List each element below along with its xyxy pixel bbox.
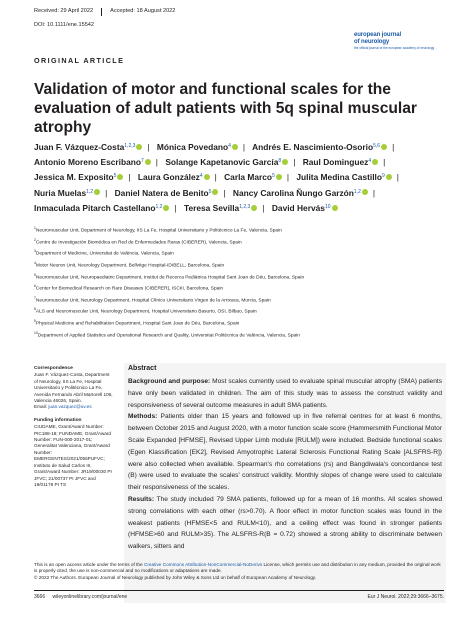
license-notice (34, 562, 444, 581)
orcid-icon[interactable] (212, 189, 218, 195)
abstract-heading: Abstract (128, 365, 157, 372)
affiliation-number: 3 (34, 249, 36, 254)
author-separator: | (372, 187, 376, 198)
copyright-notice: © 2022 The Authors. European Journal of Neurology published by John Wiley & Sons Ltd on behalf of European Academy of Neurology. (34, 574, 317, 580)
abstract-section-text: Most scales currently used to evaluate spinal muscular atrophy (SMA) patients have only been validated in children. The aim of this study was to assess the construct validity and responsiveness of several outcome measures in adult SMA patients. (128, 378, 443, 409)
affiliation-text: Department of Applied Statistics and Operational Research and Quality, Universitat Politècnica de València, Valencia, Spain (37, 333, 300, 339)
abstract-paragraph (128, 494, 442, 553)
orcid-icon[interactable] (204, 174, 210, 180)
orcid-icon[interactable] (136, 144, 142, 150)
author-affiliation-ref[interactable]: 5 (113, 173, 117, 180)
affiliation-number: 10 (34, 330, 38, 335)
author-name[interactable] (34, 142, 142, 152)
affiliation-item (34, 236, 454, 248)
author-name-text: Laura González (137, 172, 200, 183)
accepted-date: Accepted: 18 August 2022 (110, 8, 176, 14)
orcid-icon[interactable] (145, 159, 151, 165)
orcid-icon[interactable] (117, 174, 123, 180)
author-separator: | (128, 172, 131, 183)
author-name-text: David Hervás (271, 202, 325, 213)
author-separator: | (105, 187, 108, 198)
abstract-section-label: Methods: (128, 413, 158, 421)
author-affiliation-ref[interactable]: 1,2 (155, 203, 163, 210)
affiliation-item (34, 247, 454, 259)
funding-block (34, 418, 114, 488)
orcid-icon[interactable] (362, 189, 368, 195)
author-name-text: Carla Marco (224, 172, 273, 183)
author-affiliation-ref[interactable]: 5 (272, 173, 275, 180)
orcid-icon[interactable] (94, 189, 100, 195)
author-separator: | (155, 157, 158, 168)
author-name[interactable] (233, 188, 368, 198)
affiliation-item (34, 282, 454, 294)
correspondence-email-line (34, 404, 114, 410)
citation: Eur J Neurol. 2022;29:3666–3675. (367, 594, 444, 600)
author-separator: | (242, 142, 246, 152)
email-label: Email: (34, 404, 49, 410)
abstract-body (128, 376, 442, 553)
affiliation-text: Physical Medicine and Rehabilitation Department, Hospital Sant Joan de Déu, Barcelona, Spain (35, 321, 240, 327)
author-separator: | (147, 142, 150, 152)
author-affiliation-ref[interactable]: 1,2,3 (239, 203, 251, 210)
author-list (34, 140, 444, 216)
affiliation-number: 7 (34, 295, 36, 300)
author-name[interactable] (303, 157, 378, 167)
license-text-after: License, which permits use and distribution in any medium, provided the original work is properly cited, the use is non-commercial and no modifications or adaptations are made. (34, 562, 441, 574)
abstract-section-text: Patients older than 15 years and followed up in five referral centres for at least 6 months, between October 2015 and August 2020, with a motor function scale score (Hammersmith Functional Motor Scale Expanded [HFMSE], Revised Upper Limb module [RULM]) were included. Bedside functional scales (Egen Klassification [EK2], Revised Amyotrophic Lateral Sclerosis Functional Rating Scale [ALSFRS-R]) were also collected when available. Spearman's rho correlations (rs) and Bangdiwala's concordance test (B) were used to evaluate the scales' construct validity. Monthly slopes of change were used to calculate their responsiveness of the scales. (128, 413, 442, 492)
author-name-text: Inmaculada Pitarch Castellano (34, 202, 156, 213)
author-name-text: Teresa Sevilla (183, 202, 240, 213)
date-separator (101, 8, 102, 16)
affiliation-item (34, 259, 454, 271)
author-name[interactable] (34, 157, 151, 167)
author-name-text: Daniel Natera de Benito (114, 187, 209, 198)
page-number: 3666 (34, 594, 46, 600)
orcid-icon[interactable] (332, 205, 338, 211)
orcid-icon[interactable] (386, 174, 392, 180)
orcid-icon[interactable] (276, 174, 282, 180)
journal-name-line1: european journal (354, 32, 402, 38)
author-name-text: Solange Kapetanovic García (165, 157, 279, 168)
author-separator: | (286, 172, 290, 183)
author-name[interactable] (34, 172, 123, 182)
abstract-section-label: Results: (128, 495, 155, 503)
correspondence-heading: Correspondence (34, 366, 73, 371)
article-title: Validation of motor and functional scales for the evaluation of adult patients with 5q spinal muscular atrophy (34, 81, 417, 136)
author-name[interactable] (224, 172, 282, 182)
author-affiliation-ref[interactable]: 10 (324, 203, 331, 210)
affiliation-text: Neuromuscular Unit, Neurology Department, Hospital Clínico Universitario Virgen de la Arrixaca, Murcia, Spain (35, 298, 271, 304)
affiliation-list (34, 224, 454, 340)
author-affiliation-ref[interactable]: 4 (199, 173, 203, 180)
author-name[interactable] (296, 172, 391, 182)
journal-name-line2: of neurology (354, 38, 390, 45)
affiliation-number: 6 (34, 284, 36, 289)
orcid-icon[interactable] (372, 159, 378, 165)
author-name[interactable] (165, 157, 288, 167)
doi-link[interactable]: DOI: 10.1111/ene.15542 (34, 22, 95, 28)
author-name[interactable] (157, 142, 238, 152)
received-date: Received: 29 April 2022 (34, 8, 94, 14)
affiliation-text: Center for Biomedical Research on Rare Diseases (CIBERER), ISCIII, Barcelona, Spain (35, 286, 224, 292)
author-name[interactable] (252, 142, 387, 152)
correspondence-block (34, 366, 114, 411)
author-separator: | (174, 202, 177, 213)
sidebar-info (34, 366, 114, 495)
affiliation-number: 5 (34, 272, 36, 277)
author-affiliation-ref[interactable]: 5 (208, 188, 212, 195)
affiliation-number: 8 (34, 307, 36, 312)
affiliation-text: Neuromuscular Unit, Department of Neurology, IIS La Fe, Hospital Universitario y Politécnico La Fe, Valencia, Spain (35, 228, 282, 234)
author-name-text: Antonio Moreno Escribano (34, 157, 142, 168)
author-name-text: Andrés E. Nascimiento-Osorio (252, 142, 374, 152)
affiliation-number: 4 (34, 260, 36, 265)
orcid-icon[interactable] (381, 144, 387, 150)
orcid-icon[interactable] (163, 205, 169, 211)
funding-heading: Funding information (34, 417, 82, 423)
footer-rule (34, 590, 444, 591)
abstract-paragraph (128, 376, 442, 411)
author-affiliation-ref[interactable]: 1,2 (353, 188, 361, 195)
author-affiliation-ref[interactable]: 4 (368, 158, 372, 165)
affiliation-number: 2 (34, 237, 36, 242)
author-separator: | (293, 157, 296, 168)
journal-url[interactable]: wileyonlinelibrary.com/journal/ene (52, 594, 128, 600)
license-text-before: This is an open access article under the terms of the (34, 562, 144, 567)
author-name-text: Julita Medina Castillo (296, 172, 382, 183)
abstract-section-text: The study included 79 SMA patients, followed up for a mean of 16 months. All scales showed strong correlations with each other (rs>0.70). A floor effect in motor function scales was found in the weakest patients (HFMSE<5 and RULM<10), and a ceiling effect was found in stronger patients (HFMSE>60 and RULM>35). The ALSFRS-R(B = 0.72) showed a strong ability to discriminate between walkers, sitters and (128, 495, 442, 551)
author-name[interactable] (138, 172, 210, 182)
author-separator: | (214, 172, 217, 183)
affiliation-text: Neuromuscular Unit, Neuropaediatric Department, Institut de Recerca Pediàtrica Hospital Sant Joan de Déu, Barcelona, Spain (35, 275, 305, 281)
author-separator: | (396, 172, 399, 183)
author-separator: | (383, 157, 386, 168)
author-affiliation-ref[interactable]: 4 (228, 143, 231, 149)
affiliation-number: 1 (34, 226, 36, 230)
affiliation-item (34, 329, 454, 341)
abstract-section-label: Background and purpose: (128, 378, 211, 385)
email-link[interactable]: juan.vazquez@uv.es (48, 404, 92, 410)
author-name-text: Nancy Carolina Ñungo Garzón (232, 187, 354, 198)
author-name[interactable] (272, 203, 338, 213)
correspondence-text: Juan F. Vázquez-Costa, Department of Neurology, IIS La Fe, Hospital Universitario y Politécnico La Fe, Avenida Fernando Abril Martorell 106, Valencia 46026, Spain. (34, 372, 113, 404)
funding-text: CIUDAME, Grant/Award Number: PIC188-18; FUNDAME, Grant/Award Number: FUN-000-2017-01; Generalitat Valenciana, Grant/Award Number: EMERGENTES/2021/055PUFVC; Instituto de Salud Carlos III, Grant/Award Number: JR19/00030 PI JFVC; 21/00737 PI JFVC and 19/01178 PI TS (34, 424, 112, 487)
footer-left (34, 594, 133, 600)
author-affiliation-ref[interactable]: 7 (141, 158, 144, 165)
orcid-icon[interactable] (251, 205, 257, 211)
author-name-text: Juan F. Vázquez-Costa (34, 142, 125, 152)
license-link[interactable]: Creative Commons Attribution-NonCommercial-NoDerivs (143, 562, 263, 567)
author-name[interactable] (34, 188, 100, 198)
author-name-text: Nuria Muelas (34, 187, 87, 198)
orcid-icon[interactable] (232, 144, 238, 150)
affiliation-text: Motor Neuron Unit, Neurology Department, Bellvitge Hospital-IDIBELL, Barcelona, Spain (35, 263, 225, 269)
journal-tagline: the official journal of the european academy of neurology (354, 46, 435, 50)
author-name-text: Raul Dominguez (302, 157, 369, 168)
journal-logo[interactable] (354, 32, 440, 50)
author-name[interactable] (115, 188, 219, 198)
author-affiliation-ref[interactable]: 1,2 (86, 188, 94, 195)
affiliation-number: 9 (34, 319, 36, 324)
author-affiliation-ref[interactable]: 1,2,3 (124, 143, 136, 149)
author-name[interactable] (184, 203, 257, 213)
abstract-paragraph (128, 411, 442, 494)
affiliation-item (34, 305, 454, 317)
author-affiliation-ref[interactable]: 5,6 (373, 143, 381, 149)
author-name-text: Jessica M. Exposito (34, 172, 114, 183)
author-affiliation-ref[interactable]: 9 (382, 173, 385, 180)
affiliation-text: Department of Medicine, Universitat de València, Valencia, Spain (35, 251, 174, 257)
affiliation-item (34, 224, 454, 236)
author-affiliation-ref[interactable]: 8 (278, 158, 282, 165)
author-separator: | (223, 187, 226, 198)
affiliation-text: Centro de Investigación Biomédica en Red de Enfermedades Raras (CIBERER), Valencia, Spain (35, 240, 242, 246)
affiliation-item (34, 294, 454, 306)
page-footer (34, 594, 444, 600)
author-name-text: Mónica Povedano (156, 142, 229, 152)
author-separator: | (262, 202, 265, 213)
affiliation-item (34, 317, 454, 329)
orcid-icon[interactable] (282, 159, 288, 165)
section-label: ORIGINAL ARTICLE (34, 56, 125, 65)
affiliation-text: ALS and Neuromuscular Unit, Neurology Department, Hospital Universitario Basurto, OSI, Bilbao, Spain (35, 310, 257, 316)
author-separator: | (392, 142, 395, 152)
author-name[interactable] (34, 203, 169, 213)
article-dates (34, 8, 175, 16)
affiliation-item (34, 271, 454, 283)
